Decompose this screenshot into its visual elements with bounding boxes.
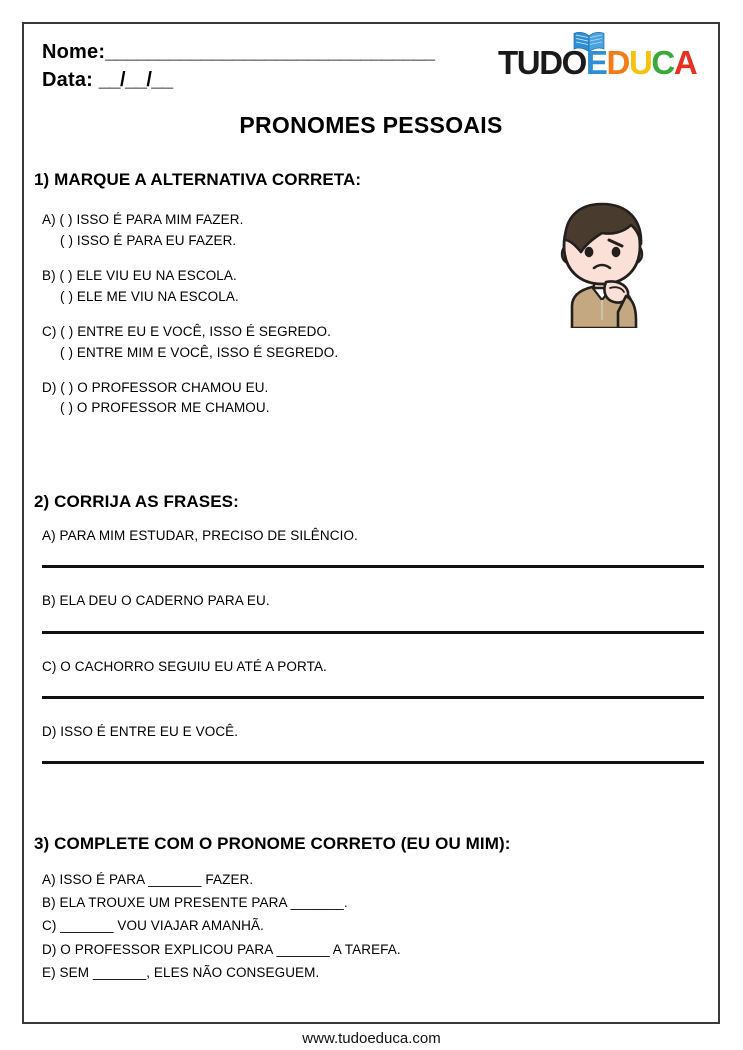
page-title: PRONOMES PESSOAIS — [239, 112, 503, 138]
worksheet-page — [22, 22, 720, 1024]
date-field-row — [42, 66, 512, 94]
logo-text-d: D — [606, 44, 629, 81]
logo-text-a: A — [673, 44, 697, 81]
answer-line[interactable] — [42, 565, 704, 568]
fill-blank-item-c[interactable]: C) _______ VOU VIAJAR AMANHÃ. — [42, 918, 264, 934]
section2-items-list — [42, 526, 704, 787]
name-label: Nome: — [42, 41, 106, 63]
student-info-fields — [42, 38, 512, 95]
logo-text-tudo: TUDO — [498, 44, 586, 81]
fill-blank-item-a[interactable]: A) ISSO É PARA _______ FAZER. — [42, 872, 254, 887]
section2-heading: 2) CORRIJA AS FRASES: — [34, 492, 239, 511]
option-line[interactable]: ( ) ENTRE MIM E VOCÊ, ISSO É SEGREDO. — [60, 344, 339, 360]
sentence-text: C) O CACHORRO SEGUIU EU ATÉ A PORTA. — [42, 658, 327, 674]
correction-item-d — [42, 722, 704, 764]
option-group-d — [42, 378, 512, 420]
correction-item-a — [42, 526, 704, 568]
thinking-boy-illustration — [548, 196, 656, 328]
option-group-a — [42, 210, 512, 252]
logo-wordmark — [498, 46, 696, 79]
section3-heading: 3) COMPLETE COM O PRONOME CORRETO (EU OU MIM): — [34, 834, 511, 853]
section1-options-list — [42, 210, 512, 433]
option-line[interactable]: B) ( ) ELE VIU EU NA ESCOLA. — [42, 267, 237, 283]
fill-blank-item-b[interactable]: B) ELA TROUXE UM PRESENTE PARA _______. — [42, 895, 348, 911]
option-line[interactable]: A) ( ) ISSO É PARA MIM FAZER. — [42, 212, 244, 227]
fill-blank-item-d[interactable]: D) O PROFESSOR EXPLICOU PARA _______ A TAREFA. — [42, 941, 401, 957]
correction-item-b — [42, 591, 704, 633]
tudoeduca-logo — [498, 30, 708, 92]
option-line[interactable]: ( ) ELE ME VIU NA ESCOLA. — [60, 288, 239, 304]
fill-blank-item-e[interactable]: E) SEM _______, ELES NÃO CONSEGUEM. — [42, 964, 320, 980]
logo-text-u: U — [628, 44, 652, 81]
logo-text-e: E — [585, 44, 607, 81]
date-blank-line[interactable]: __/__/__ — [98, 69, 173, 92]
sentence-text: B) ELA DEU O CADERNO PARA EU. — [42, 593, 270, 609]
option-group-c — [42, 322, 512, 364]
option-line[interactable]: D) ( ) O PROFESSOR CHAMOU EU. — [42, 379, 269, 395]
section1-heading: 1) MARQUE A ALTERNATIVA CORRETA: — [34, 170, 362, 189]
name-field-row — [42, 38, 512, 66]
option-line[interactable]: ( ) O PROFESSOR ME CHAMOU. — [60, 400, 270, 416]
sentence-text: D) ISSO É ENTRE EU E VOCÊ. — [42, 723, 239, 739]
option-line[interactable]: C) ( ) ENTRE EU E VOCÊ, ISSO É SEGREDO. — [42, 323, 331, 339]
answer-line[interactable] — [42, 696, 704, 699]
option-group-b — [42, 266, 512, 308]
footer-url[interactable]: www.tudoeduca.com — [302, 1030, 441, 1047]
answer-line[interactable] — [42, 631, 704, 634]
answer-line[interactable] — [42, 761, 704, 764]
section3-items-list — [42, 868, 682, 984]
date-label: Data: — [42, 69, 94, 92]
sentence-text: A) PARA MIM ESTUDAR, PRECISO DE SILÊNCIO. — [42, 528, 358, 543]
correction-item-c — [42, 657, 704, 699]
option-line[interactable]: ( ) ISSO É PARA EU FAZER. — [60, 232, 237, 248]
name-blank-line[interactable]: _______________________________ — [105, 41, 435, 63]
logo-text-c: C — [651, 44, 674, 81]
